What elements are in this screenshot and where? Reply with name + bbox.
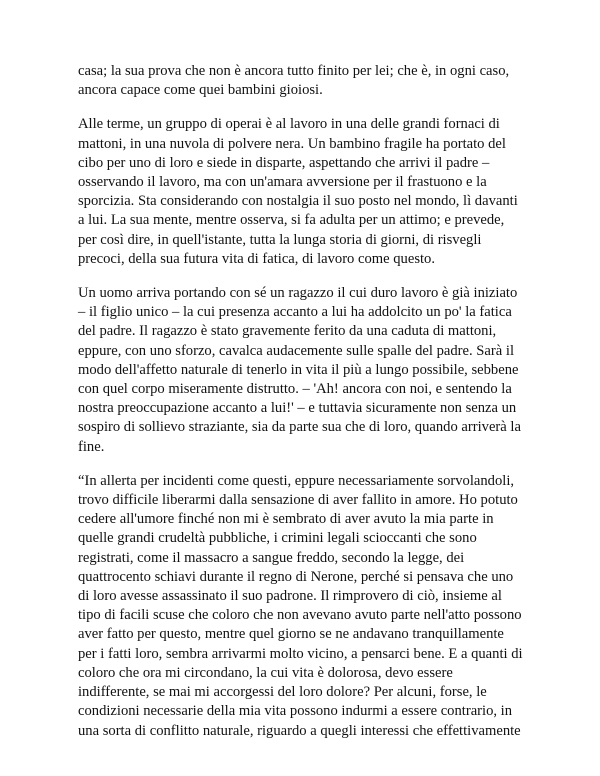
text-line: del padre. Il ragazzo è stato gravemente ferito da una caduta di mattoni,	[78, 323, 497, 340]
text-line: sospiro di sollievo straziante, sia da parte sua che di loro, quando arriverà la	[78, 419, 521, 436]
text-line: per così dire, in quell'istante, tutta la lunga storia di giorni, di risvegli	[78, 231, 482, 248]
paragraph	[78, 115, 524, 269]
text-line: a lui. La sua mente, mentre osserva, si fa adulta per un attimo; e prevede,	[78, 212, 505, 229]
text-line: Alle terme, un gruppo di operai è al lavoro in una delle grandi fornaci di	[78, 116, 500, 133]
text-line: mattoni, in una nuvola di polvere nera. Un bambino fragile ha portato del	[78, 135, 506, 152]
text-line: ancora capace come quei bambini gioiosi.	[78, 82, 323, 99]
text-line: “In allerta per incidenti come questi, eppure necessariamente sorvolandoli,	[78, 472, 515, 489]
text-line: di loro avesse assassinato il suo padrone. Il rimprovero di ciò, insieme al	[78, 588, 502, 605]
text-line: cibo per uno di loro e siede in disparte, aspettando che arrivi il padre –	[78, 154, 490, 171]
text-line: osservando il lavoro, ma con un'amara avversione per il frastuono e la	[78, 174, 487, 191]
text-line: nostra preoccupazione accanto a lui!' – e tuttavia sicuramente non senza un	[78, 400, 517, 417]
paragraph	[78, 472, 524, 741]
text-line: registrati, come il massacro a sangue freddo, secondo la legge, dei	[78, 549, 465, 566]
text-line: con quel corpo miseramente distrutto. – 'Ah! ancora con noi, e sentendo la	[78, 381, 512, 398]
text-line: tipo di facili scuse che coloro che non avevano avuto parte nell'atto possono	[78, 607, 522, 624]
text-line: eppure, con uno sforzo, cavalca audacemente sulle spalle del padre. Sarà il	[78, 342, 514, 359]
text-line: quelle grandi crudeltà pubbliche, i crimini legali scioccanti che sono	[78, 530, 477, 547]
text-line: condizioni necessarie della mia vita possono indurmi a essere contrario, in	[78, 703, 513, 720]
text-line: una sorta di conflitto naturale, riguardo a quegli interessi che effettivamente	[78, 722, 521, 739]
text-line: trovo difficile liberarmi dalla sensazione di aver fallito in amore. Ho potuto	[78, 492, 518, 509]
text-line: modo dell'affetto naturale di tenerlo in vita il più a lungo possibile, sebbene	[78, 361, 519, 378]
text-line: sporcizia. Sta considerando con nostalgia il suo posto nel mondo, lì davanti	[78, 193, 518, 210]
paragraph	[78, 284, 524, 457]
text-line: coloro che ora mi circondano, la cui vita è dolorosa, devo essere	[78, 664, 453, 681]
text-line: cedere all'umore finché non mi è sembrato di aver avuto la mia parte in	[78, 511, 494, 528]
document-page	[78, 62, 524, 756]
text-line: Un uomo arriva portando con sé un ragazzo il cui duro lavoro è già iniziato	[78, 285, 518, 302]
text-line: fine.	[78, 438, 105, 455]
text-line: – il figlio unico – la cui presenza accanto a lui ha addolcito un po' la fatica	[78, 304, 512, 321]
text-line: precoci, della sua futura vita di fatica, di lavoro come questo.	[78, 250, 436, 267]
paragraph	[78, 62, 524, 100]
text-line: casa; la sua prova che non è ancora tutto finito per lei; che è, in ogni caso,	[78, 63, 510, 79]
text-line: per i fatti loro, sembra arrivarmi molto vicino, a pensarci bene. E a quanti di	[78, 645, 523, 662]
text-line: quattrocento schiavi durante il regno di Nerone, perché si pensava che uno	[78, 568, 514, 585]
text-line: aver fatto per questo, mentre quel giorno se ne andavano tranquillamente	[78, 626, 504, 643]
text-line: indifferente, se mai mi accorgessi del loro dolore? Per alcuni, forse, le	[78, 684, 487, 701]
